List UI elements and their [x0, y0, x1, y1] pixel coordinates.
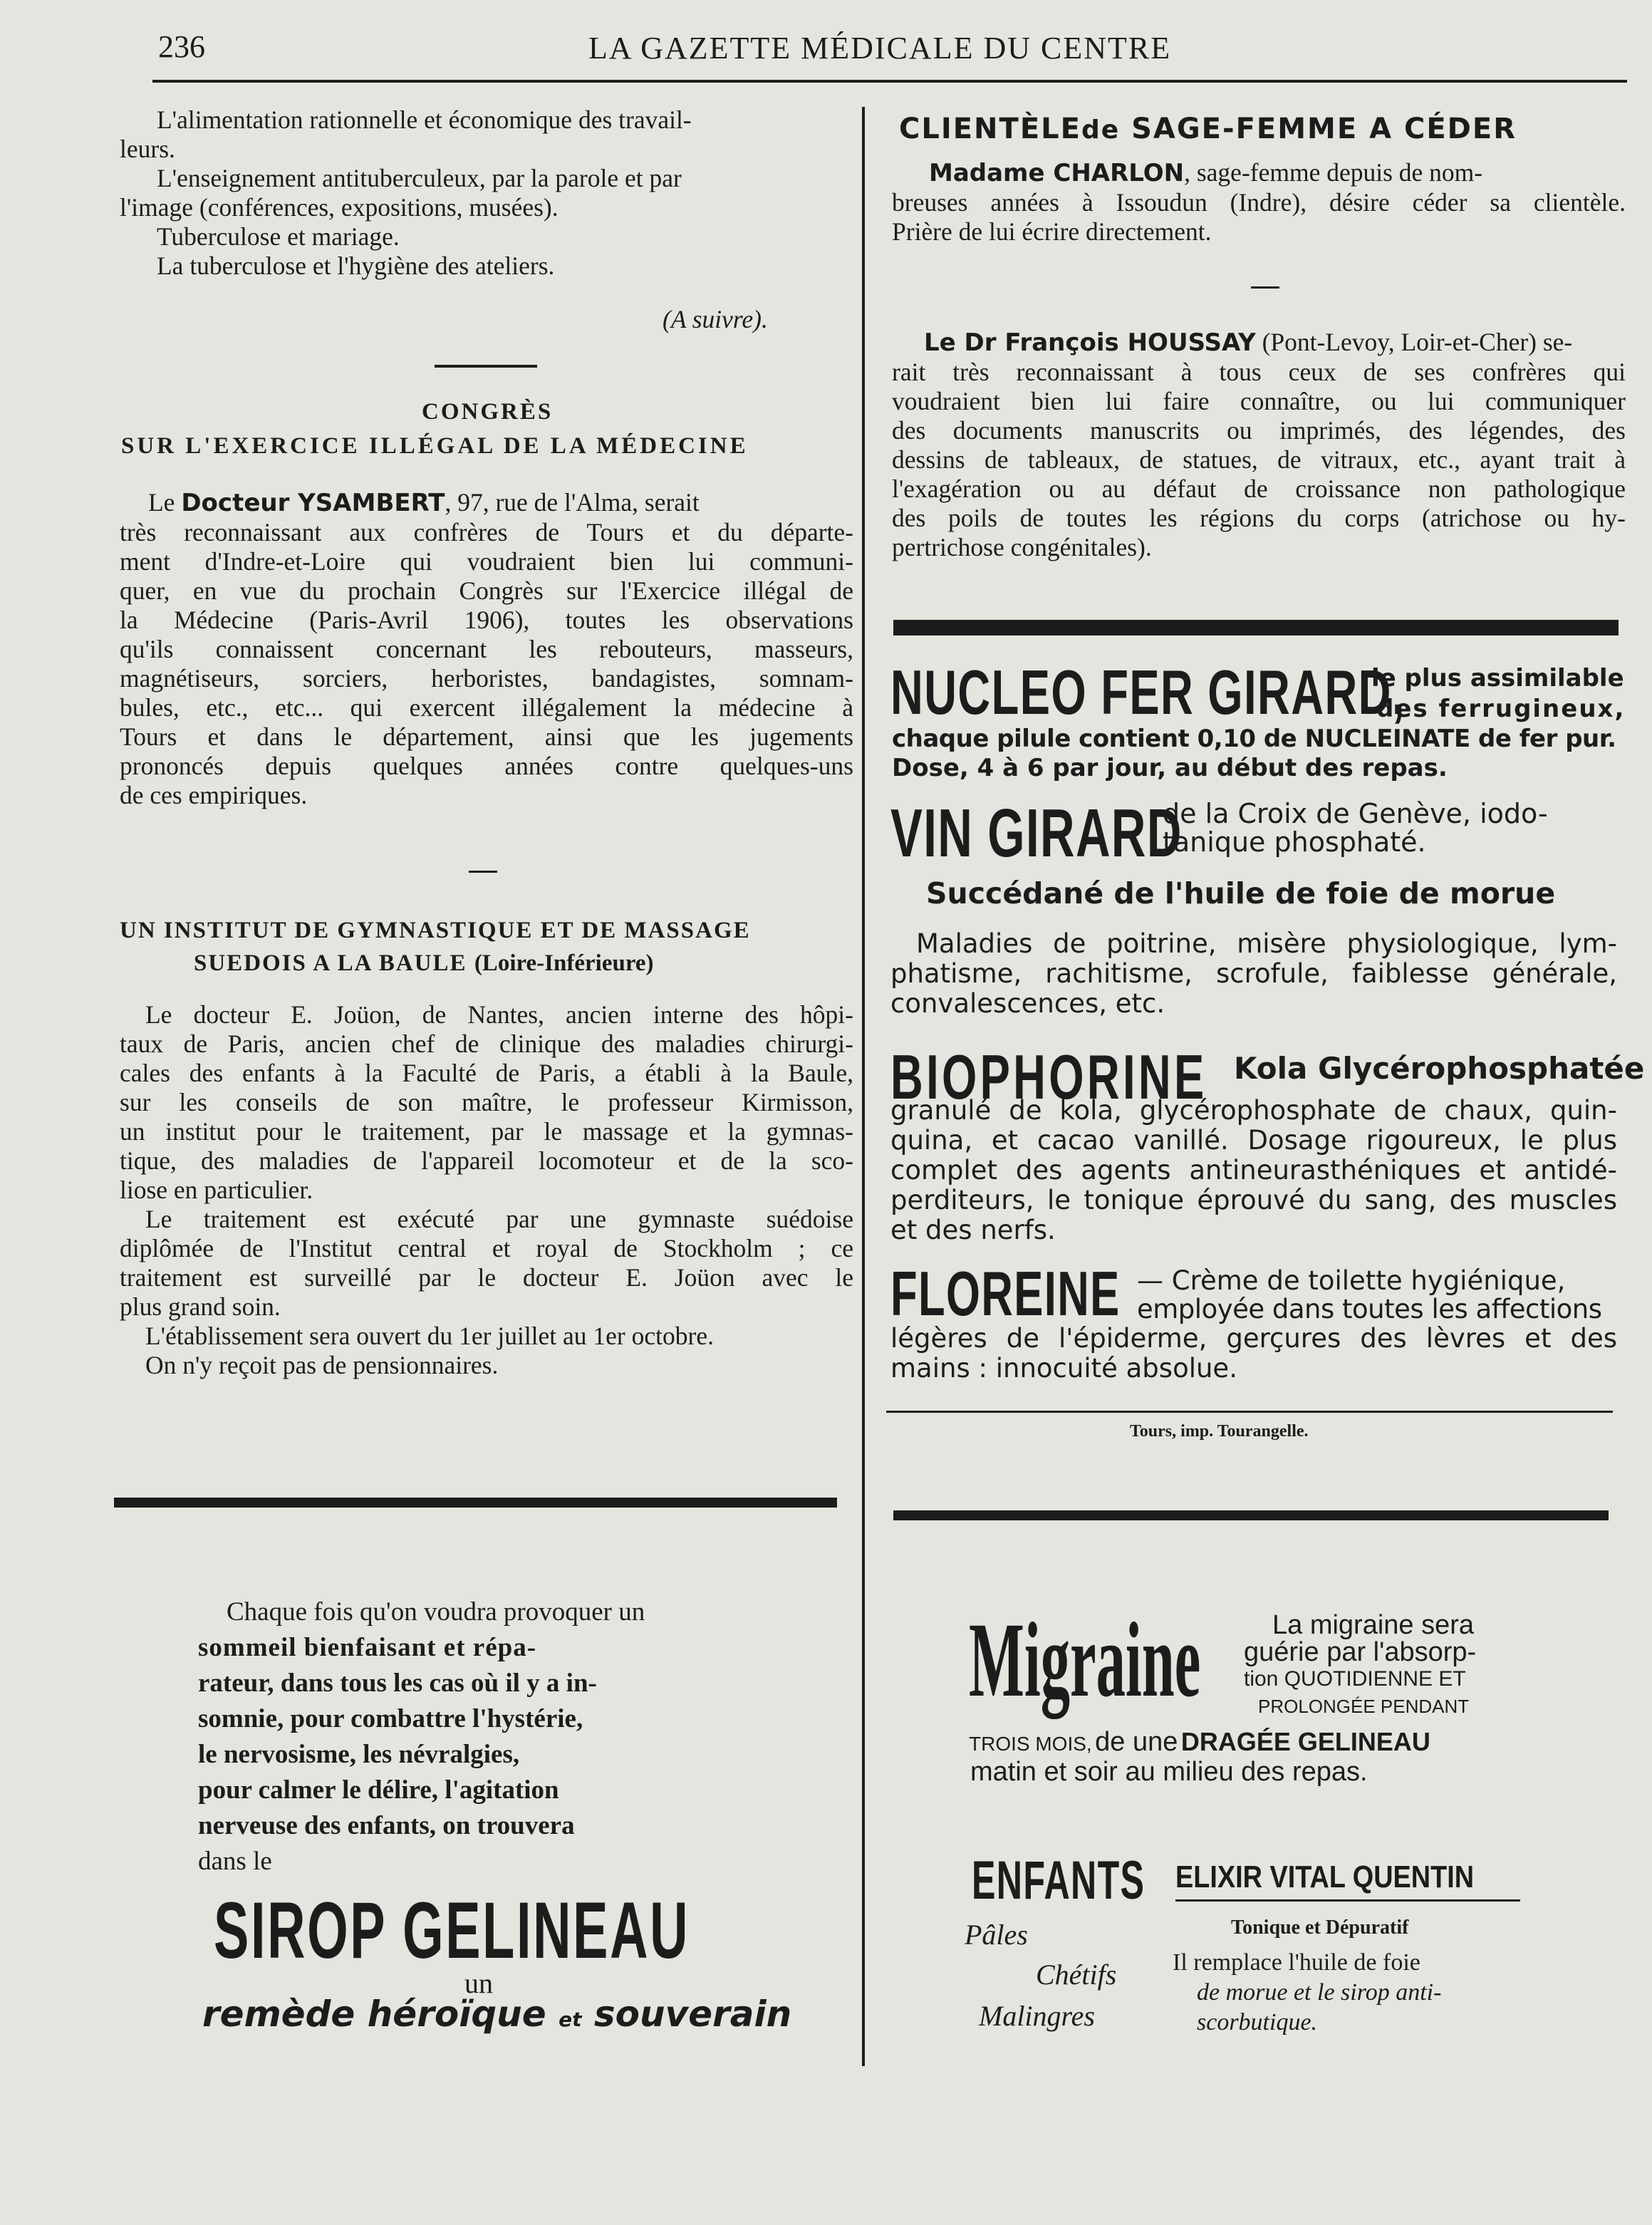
notice-line: breuses années à Issoudun (Indre), désire céder sa clientèle. [892, 188, 1626, 217]
article-line: prononcés depuis quelques années contre quelques-uns [120, 752, 853, 780]
article-line: sur les conseils de son maître, le professeur Kirmisson, [120, 1088, 853, 1116]
section-dash [1251, 286, 1279, 289]
clientele-title-a: CLIENTÈLE [899, 113, 1081, 145]
clientele-title-b: de [1081, 115, 1121, 145]
section-rule [435, 365, 537, 368]
elixir-title: ELIXIR VITAL QUENTIN [1175, 1860, 1475, 1894]
migraine-side-line: guérie par l'absorp- [1244, 1637, 1477, 1667]
floreine-line: mains : innocuité absolue. [890, 1353, 1237, 1384]
institut-subtitle [194, 950, 654, 977]
article-line: tique, des maladies de l'appareil locomoteur et de la sco- [120, 1146, 853, 1175]
sirop-line: rateur, dans tous les cas où il y a in- [198, 1669, 597, 1698]
list-item: L'alimentation rationnelle et économique des travail- [157, 105, 692, 134]
nucleo-side-2: des ferrugineux, [1376, 695, 1626, 723]
elixir-line: de morue et le sirop anti- [1197, 1979, 1442, 2006]
congres-first-rest: , 97, rue de l'Alma, serait [445, 488, 700, 517]
article-line: Le docteur E. Joüon, de Nantes, ancien interne des hôpi- [145, 1000, 853, 1029]
migraine-title: Migraine [969, 1601, 1201, 1719]
vin-side-1: de la Croix de Genève, iodo- [1163, 798, 1548, 829]
article-line: très reconnaissant aux confrères de Tours et du départe- [120, 518, 853, 546]
sirop-tagline-a: remède héroïque [202, 1993, 546, 2035]
sirop-line: Chaque fois qu'on voudra provoquer un [227, 1597, 645, 1627]
elixir-line: Il remplace l'huile de foie [1173, 1949, 1420, 1976]
congres-subtitle: SUR L'EXERCICE ILLÉGAL DE LA MÉDECINE [121, 433, 749, 459]
notice-line: des poils de toutes les régions du corps (atrichose ou hy- [892, 504, 1626, 532]
article-line: qu'ils connaissent concernant les rebouteurs, masseurs, [120, 635, 853, 663]
notice-line: voudraient bien lui faire connaître, ou lui communiquer [892, 387, 1626, 415]
sirop-tagline [202, 1993, 791, 2035]
nucleo-line-1: chaque pilule contient 0,10 de NUCLEINATE de fer pur. [892, 725, 1616, 753]
article-line: liose en particulier. [120, 1176, 313, 1204]
article-line: la Médecine (Paris-Avril 1906), toutes les observations [120, 606, 853, 634]
printer-imprint: Tours, imp. Tourangelle. [1130, 1422, 1309, 1441]
migraine-side-line: La migraine sera [1272, 1610, 1475, 1640]
left-ad-rule [114, 1498, 837, 1508]
sirop-tagline-b: et [559, 2008, 582, 2031]
elixir-tonique: Tonique et Dépuratif [1231, 1917, 1409, 1939]
vin-line: phatisme, rachitisme, scrofule, faiblesse générale, [890, 958, 1617, 989]
sirop-line: sommeil bienfaisant et répa- [198, 1633, 537, 1662]
running-head: LA GAZETTE MÉDICALE DU CENTRE [588, 31, 1172, 66]
floreine-line: légères de l'épiderme, gerçures des lèvres et des [890, 1323, 1617, 1354]
biophorine-line: granulé de kola, glycérophosphate de chaux, quin- [890, 1095, 1617, 1126]
sirop-tagline-c: souverain [593, 1993, 792, 2035]
enfants-chetifs: Chétifs [1036, 1959, 1117, 1991]
institut-title: UN INSTITUT DE GYMNASTIQUE ET DE MASSAGE [120, 918, 751, 943]
vin-side-2: tanique phosphaté. [1163, 826, 1426, 858]
congres-author: Docteur YSAMBERT [181, 489, 445, 517]
sirop-un: un [464, 1967, 493, 1999]
right-ad-rule [893, 620, 1619, 636]
article-line: un institut pour le traitement, par le massage et la gymnas- [120, 1117, 853, 1146]
clientele-first-rest: , sage-femme depuis de nom- [1184, 158, 1483, 187]
floreine-title: FLOREINE [890, 1258, 1121, 1329]
page-number: 236 [158, 29, 205, 64]
left-column [120, 105, 864, 281]
nucleo-line-2: Dose, 4 à 6 par jour, au début des repas. [892, 754, 1448, 782]
migraine-dragee: DRAGÉE GELINEAU [1180, 1727, 1430, 1756]
elixir-line: scorbutique. [1197, 2009, 1318, 2035]
article-line: cales des enfants à la Faculté de Paris, a établi à la Baule, [120, 1059, 853, 1087]
clientele-title [899, 113, 1517, 145]
article-line: ment d'Indre-et-Loire qui voudraient bien lui communi- [120, 547, 853, 576]
congres-title: CONGRÈS [422, 399, 554, 425]
congres-lead: Le [148, 488, 175, 517]
list-item: L'enseignement antituberculeux, par la parole et par [157, 164, 682, 192]
article-line: quer, en vue du prochain Congrès sur l'Exercice illégal de [120, 576, 853, 605]
vin-line: Maladies de poitrine, misère physiologique, lym- [916, 928, 1617, 959]
article-line: plus grand soin. [120, 1292, 281, 1321]
nucleo-side-1: le plus assimilable [1371, 664, 1624, 693]
biophorine-side: Kola Glycérophosphatée [1234, 1051, 1645, 1086]
houssay-first-rest: (Pont-Levoy, Loir-et-Cher) se- [1255, 328, 1573, 356]
migraine-trois-mois: TROIS MOIS, [969, 1733, 1092, 1755]
vin-title: VIN GIRARD [890, 795, 1183, 871]
header-rule [152, 80, 1627, 83]
clientele-name: Madame CHARLON [929, 159, 1185, 187]
vin-subtitle: Succédané de l'huile de foie de morue [926, 876, 1556, 911]
biophorine-line: perditeurs, le tonique éprouvé du sang, des muscles [890, 1185, 1617, 1215]
list-item: La tuberculose et l'hygiène des ateliers. [157, 251, 555, 280]
notice-line: dessins de tableaux, de statues, de vitraux, etc., ayant trait à [892, 445, 1626, 474]
floreine-side-2: employée dans toutes les affections [1137, 1294, 1602, 1324]
clientele-notice [892, 158, 1626, 247]
migraine-side-line: tion QUOTIDIENNE ET [1244, 1667, 1466, 1691]
list-item: l'image (conférences, expositions, musées). [120, 193, 559, 222]
elixir-underline [1175, 1899, 1520, 1902]
nucleo-title: NUCLEO FER GIRARD, [890, 657, 1406, 727]
houssay-name: Le Dr François HOUSSAY [924, 328, 1256, 357]
sirop-line: pour calmer le délire, l'agitation [198, 1775, 559, 1805]
institut-subtitle-region: (Loire-Inférieure) [474, 950, 654, 976]
article-line: taux de Paris, ancien chef de clinique des maladies chirurgi- [120, 1029, 853, 1058]
floreine-body [890, 1324, 1617, 1384]
notice-line: l'exagération ou au défaut de croissance non pathologique [892, 474, 1626, 503]
notice-line: rait très reconnaissant à tous ceux de ses confrères qui [892, 358, 1626, 386]
article-line: magnétiseurs, sorciers, herboristes, bandagistes, somnam- [120, 664, 853, 693]
migraine-line-2: matin et soir au milieu des repas. [970, 1757, 1368, 1787]
notice-line: pertrichose congénitales). [892, 533, 1152, 561]
congres-article [120, 488, 853, 810]
list-item: leurs. [120, 135, 175, 163]
list-item: Tuberculose et mariage. [157, 222, 400, 251]
biophorine-line: quina, et cacao vanillé. Dosage rigoureux, le plus [890, 1125, 1617, 1156]
biophorine-line: complet des agents antineurasthéniques et antidé- [890, 1155, 1617, 1186]
article-line: Tours et dans le département, ainsi que les jugements [120, 722, 853, 751]
article-line: Le traitement est exécuté par une gymnaste suédoise [145, 1205, 853, 1233]
clientele-title-c: SAGE-FEMME A CÉDER [1131, 113, 1517, 145]
notice-line: des documents manuscrits ou imprimés, des légendes, des [892, 416, 1626, 445]
enfants-title: ENFANTS [972, 1850, 1146, 1911]
houssay-notice [892, 328, 1626, 562]
article-line: diplômée de l'Institut central et royal de Stockholm ; ce [120, 1234, 853, 1262]
notice-line: Prière de lui écrire directement. [892, 217, 1212, 246]
column-divider [862, 107, 865, 2066]
biophorine-line: et des nerfs. [890, 1215, 1056, 1245]
enfants-malingres: Malingres [979, 2000, 1095, 2032]
biophorine-title: BIOPHORINE [890, 1042, 1207, 1112]
vin-body [890, 929, 1617, 1019]
biophorine-body [890, 1096, 1617, 1245]
article-line: On n'y reçoit pas de pensionnaires. [145, 1351, 499, 1379]
sirop-ad [198, 1594, 768, 1879]
sirop-line: le nervosisme, les névralgies, [198, 1740, 520, 1769]
enfants-pales: Pâles [965, 1919, 1028, 1951]
sirop-title: SIROP GELINEAU [214, 1886, 690, 1975]
printer-rule [886, 1411, 1613, 1413]
vin-line: convalescences, etc. [890, 988, 1165, 1019]
migraine-line-1 [969, 1727, 1430, 1758]
article-line: traitement est surveillé par le docteur E. Joüon avec le [120, 1263, 853, 1292]
migraine-de-une: de une [1095, 1727, 1178, 1757]
migraine-side [1244, 1612, 1476, 1720]
a-suivre: (A suivre). [663, 305, 768, 333]
article-line: de ces empiriques. [120, 781, 308, 809]
right-lower-rule [893, 1510, 1609, 1520]
sirop-line: dans le [198, 1847, 272, 1876]
elixir-body [1173, 1948, 1441, 2038]
section-dash [469, 871, 497, 873]
migraine-side-line: PROLONGÉE PENDANT [1258, 1696, 1470, 1717]
institut-article [120, 1000, 853, 1380]
institut-subtitle-main: SUEDOIS A LA BAULE [194, 950, 467, 976]
floreine-side-1: — Crème de toilette hygiénique, [1137, 1265, 1566, 1296]
article-line: bules, etc., etc... qui exercent illégalement la médecine à [120, 693, 853, 722]
article-line: L'établissement sera ouvert du 1er juillet au 1er octobre. [145, 1322, 714, 1350]
sirop-line: somnie, pour combattre l'hystérie, [198, 1704, 583, 1733]
sirop-line: nerveuse des enfants, on trouvera [198, 1811, 575, 1840]
